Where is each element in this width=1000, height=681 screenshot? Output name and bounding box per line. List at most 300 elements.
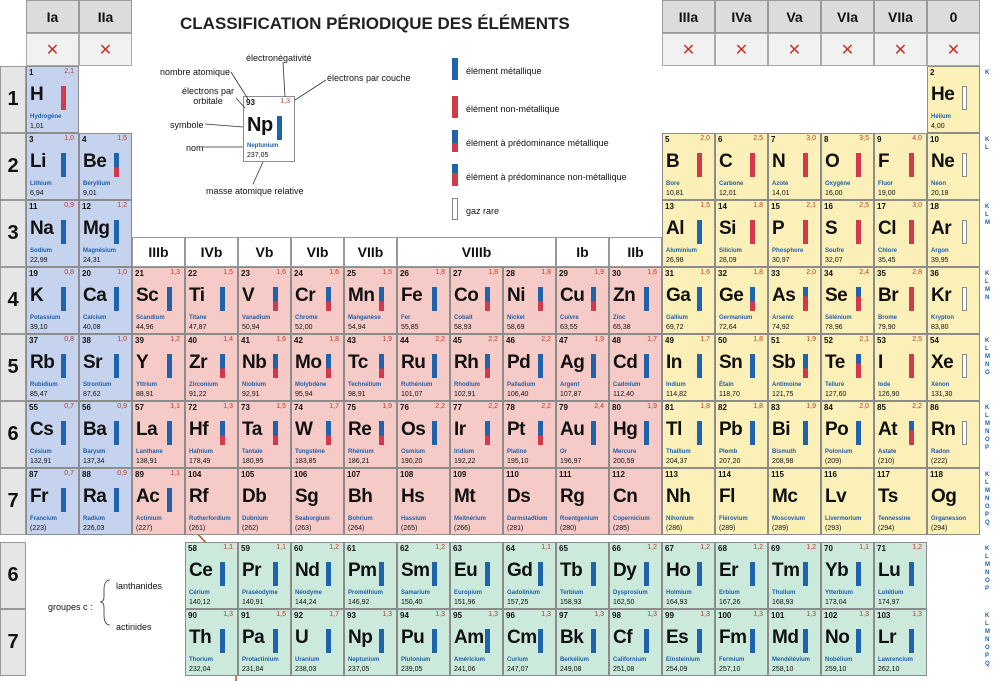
element-cell-rf[interactable] — [185, 468, 238, 535]
period-label: 7 — [0, 468, 26, 535]
element-symbol: N — [772, 151, 786, 172]
element-type-bar — [326, 354, 331, 378]
element-cell-fm[interactable] — [715, 609, 768, 676]
element-type-bar — [909, 354, 914, 378]
atomic-mass: 55,85 — [401, 324, 419, 331]
orbital-diagram: ✕ — [768, 33, 821, 66]
element-symbol: Tc — [348, 352, 368, 373]
element-cell-pu[interactable] — [397, 609, 450, 676]
element-type-bar — [591, 287, 596, 311]
element-cell-na[interactable] — [26, 200, 79, 267]
element-type-bar — [962, 488, 967, 512]
element-name: Lawrencium — [878, 657, 914, 663]
element-cell-ir[interactable] — [450, 401, 503, 468]
element-symbol: Hs — [401, 486, 425, 507]
element-cell-yb[interactable] — [821, 542, 874, 609]
element-cell-tb[interactable] — [556, 542, 609, 609]
element-name: Rubidium — [30, 382, 58, 388]
atomic-number: 117 — [877, 470, 890, 479]
shell-letters: K L M N O P Q — [985, 472, 990, 526]
electronegativity: 2,2 — [912, 403, 922, 410]
element-cell-gd[interactable] — [503, 542, 556, 609]
atomic-mass: 118,70 — [719, 391, 740, 398]
element-cell-tm[interactable] — [768, 542, 821, 609]
element-name: Rhodium — [454, 382, 480, 388]
atomic-number: 18 — [930, 202, 939, 211]
element-name: Dubnium — [242, 516, 268, 522]
atomic-number: 85 — [877, 403, 886, 412]
atomic-mass: 247,07 — [507, 666, 529, 673]
element-symbol: Ca — [83, 285, 107, 306]
element-cell-ar[interactable] — [927, 200, 980, 267]
element-cell-i[interactable] — [874, 334, 927, 401]
element-cell-as[interactable] — [768, 267, 821, 334]
electronegativity: 0,8 — [64, 336, 74, 343]
atomic-mass: 30,97 — [772, 257, 790, 264]
atomic-mass: 114,82 — [666, 391, 687, 398]
label-atomic-number: nombre atomique — [160, 67, 231, 77]
electronegativity: 1,0 — [117, 336, 127, 343]
element-cell-hg[interactable] — [609, 401, 662, 468]
atomic-number: 93 — [347, 611, 356, 620]
element-type-bar — [856, 287, 861, 311]
atomic-mass: 150,40 — [401, 599, 423, 606]
element-cell-ce[interactable] — [185, 542, 238, 609]
element-cell-zr[interactable] — [185, 334, 238, 401]
element-cell-sr[interactable] — [79, 334, 132, 401]
atomic-number: 100 — [718, 611, 732, 620]
atomic-mass: 186,21 — [348, 458, 370, 465]
element-cell-ca[interactable] — [79, 267, 132, 334]
shell-letters: K L M N O P — [985, 546, 990, 592]
shell-letters: K L M N O P — [985, 405, 990, 451]
element-name: Iode — [878, 382, 891, 388]
group-header: VIIb — [344, 237, 397, 267]
element-cell-ge[interactable] — [715, 267, 768, 334]
element-name: Radium — [83, 516, 106, 522]
electronegativity: 2,8 — [912, 269, 922, 276]
element-cell-h[interactable] — [26, 66, 79, 133]
element-cell-pr[interactable] — [238, 542, 291, 609]
element-cell-lr[interactable] — [874, 609, 927, 676]
element-symbol: Po — [825, 419, 849, 440]
element-cell-nb[interactable] — [238, 334, 291, 401]
atomic-mass: 121,75 — [772, 391, 794, 398]
element-symbol: Ne — [931, 151, 955, 172]
element-cell-fl[interactable] — [715, 468, 768, 535]
element-cell-lu[interactable] — [874, 542, 927, 609]
atomic-mass: 1,01 — [30, 123, 44, 130]
atomic-mass: (209) — [825, 458, 842, 465]
element-cell-eu[interactable] — [450, 542, 503, 609]
atomic-mass: 183,85 — [295, 458, 317, 465]
element-symbol: Al — [666, 218, 684, 239]
element-cell-mc[interactable] — [768, 468, 821, 535]
atomic-mass: 50,94 — [242, 324, 260, 331]
element-type-bar — [962, 220, 967, 244]
electronegativity: 1,3 — [223, 611, 233, 618]
atomic-mass: 164,93 — [666, 599, 688, 606]
element-type-bar — [750, 562, 755, 586]
element-symbol: Cf — [613, 627, 633, 648]
element-type-bar — [220, 354, 225, 378]
atomic-mass: 232,04 — [189, 666, 211, 673]
element-cell-ti[interactable] — [185, 267, 238, 334]
element-name: Magnésium — [83, 248, 117, 254]
electronegativity: 1,3 — [382, 611, 392, 618]
atomic-number: 71 — [877, 544, 886, 553]
element-symbol: Ge — [719, 285, 744, 306]
element-cell-xe[interactable] — [927, 334, 980, 401]
element-cell-ra[interactable] — [79, 468, 132, 535]
electronegativity: 1,3 — [912, 611, 922, 618]
element-cell-ne[interactable] — [927, 133, 980, 200]
element-cell-c[interactable] — [715, 133, 768, 200]
element-cell-se[interactable] — [821, 267, 874, 334]
element-cell-cr[interactable] — [291, 267, 344, 334]
element-cell-pa[interactable] — [238, 609, 291, 676]
element-cell-nd[interactable] — [291, 542, 344, 609]
element-cell-cm[interactable] — [503, 609, 556, 676]
atomic-number: 79 — [559, 403, 568, 412]
atomic-mass: 207,20 — [719, 458, 741, 465]
atomic-number: 41 — [241, 336, 250, 345]
element-name: Meitnérium — [454, 516, 487, 522]
atomic-mass: (222) — [931, 458, 948, 465]
atomic-number: 47 — [559, 336, 568, 345]
element-name: Gadolinium — [507, 590, 540, 596]
element-type-bar — [273, 354, 278, 378]
element-cell-at[interactable] — [874, 401, 927, 468]
element-type-bar — [220, 421, 225, 445]
element-name: Thallium — [666, 449, 691, 455]
element-cell-rn[interactable] — [927, 401, 980, 468]
element-symbol: Am — [454, 627, 484, 648]
element-cell-dy[interactable] — [609, 542, 662, 609]
electronegativity: 1,3 — [753, 611, 763, 618]
element-symbol: V — [242, 285, 255, 306]
element-cell-w[interactable] — [291, 401, 344, 468]
element-cell-s[interactable] — [821, 200, 874, 267]
element-cell-bk[interactable] — [556, 609, 609, 676]
element-cell-si[interactable] — [715, 200, 768, 267]
atomic-mass: 92,91 — [242, 391, 260, 398]
atomic-mass: 140,12 — [189, 599, 211, 606]
element-cell-al[interactable] — [662, 200, 715, 267]
element-type-bar — [750, 220, 755, 244]
element-cell-sm[interactable] — [397, 542, 450, 609]
element-cell-rh[interactable] — [450, 334, 503, 401]
electronegativity: 1,2 — [117, 202, 127, 209]
element-cell-p[interactable] — [768, 200, 821, 267]
element-type-bar — [697, 421, 702, 445]
element-type-bar — [803, 153, 808, 177]
element-cell-np[interactable] — [344, 609, 397, 676]
atomic-mass: 40,08 — [83, 324, 101, 331]
element-cell-ac[interactable] — [132, 468, 185, 535]
element-cell-he[interactable] — [927, 66, 980, 133]
element-type-bar — [962, 86, 967, 110]
element-symbol: Lu — [878, 560, 901, 581]
atomic-number: 1 — [29, 68, 34, 77]
element-cell-sb[interactable] — [768, 334, 821, 401]
element-cell-n[interactable] — [768, 133, 821, 200]
element-name: Or — [560, 449, 568, 455]
element-name: Scandium — [136, 315, 165, 321]
element-cell-la[interactable] — [132, 401, 185, 468]
element-cell-og[interactable] — [927, 468, 980, 535]
atomic-number: 31 — [665, 269, 674, 278]
element-type-bar — [697, 354, 702, 378]
period-label: 7 — [0, 609, 26, 676]
element-cell-mg[interactable] — [79, 200, 132, 267]
atomic-mass: 112,40 — [613, 391, 634, 398]
element-cell-no[interactable] — [821, 609, 874, 676]
atomic-mass: 28,09 — [719, 257, 737, 264]
electronegativity: 0,9 — [117, 403, 127, 410]
atomic-mass: 78,96 — [825, 324, 843, 331]
element-type-bar — [962, 153, 967, 177]
element-name: Baryum — [83, 449, 106, 455]
element-cell-cs[interactable] — [26, 401, 79, 468]
element-cell-nh[interactable] — [662, 468, 715, 535]
element-cell-y[interactable] — [132, 334, 185, 401]
electronegativity: 2,0 — [700, 135, 710, 142]
atomic-mass: 157,25 — [507, 599, 529, 606]
element-cell-pt[interactable] — [503, 401, 556, 468]
element-type-bar — [909, 421, 914, 445]
atomic-mass: (266) — [454, 525, 471, 532]
element-cell-mo[interactable] — [291, 334, 344, 401]
element-symbol: Xe — [931, 352, 954, 373]
element-cell-kr[interactable] — [927, 267, 980, 334]
electronegativity: 2,2 — [488, 403, 498, 410]
element-cell-th[interactable] — [185, 609, 238, 676]
atomic-number: 95 — [453, 611, 462, 620]
element-type-bar — [909, 220, 914, 244]
element-symbol: B — [666, 151, 680, 172]
element-cell-au[interactable] — [556, 401, 609, 468]
atomic-number: 40 — [188, 336, 197, 345]
element-cell-ru[interactable] — [397, 334, 450, 401]
element-type-bar — [432, 421, 437, 445]
element-type-bar — [697, 220, 702, 244]
element-cell-k[interactable] — [26, 267, 79, 334]
atomic-mass: 85,47 — [30, 391, 48, 398]
electronegativity: 1,8 — [753, 336, 763, 343]
element-cell-u[interactable] — [291, 609, 344, 676]
element-name: Américium — [454, 657, 486, 663]
element-type-bar — [803, 421, 808, 445]
element-symbol: Mt — [454, 486, 476, 507]
element-cell-po[interactable] — [821, 401, 874, 468]
element-cell-tl[interactable] — [662, 401, 715, 468]
element-cell-hs[interactable] — [397, 468, 450, 535]
element-cell-db[interactable] — [238, 468, 291, 535]
element-cell-cu[interactable] — [556, 267, 609, 334]
element-cell-sn[interactable] — [715, 334, 768, 401]
period-label: 4 — [0, 267, 26, 334]
element-name: Sodium — [30, 248, 52, 254]
element-type-bar — [856, 220, 861, 244]
element-cell-o[interactable] — [821, 133, 874, 200]
element-cell-te[interactable] — [821, 334, 874, 401]
element-name: Radon — [931, 449, 950, 455]
element-name: Thulium — [772, 590, 796, 596]
element-name: Étain — [719, 382, 734, 388]
element-cell-re[interactable] — [344, 401, 397, 468]
atomic-number: 102 — [824, 611, 838, 620]
element-cell-br[interactable] — [874, 267, 927, 334]
atomic-mass: 16,00 — [825, 190, 843, 197]
element-cell-tc[interactable] — [344, 334, 397, 401]
element-cell-be[interactable] — [79, 133, 132, 200]
element-cell-li[interactable] — [26, 133, 79, 200]
element-name: Erbium — [719, 590, 740, 596]
element-cell-pm[interactable] — [344, 542, 397, 609]
element-type-bar — [856, 562, 861, 586]
element-cell-er[interactable] — [715, 542, 768, 609]
atomic-mass: 262,10 — [878, 666, 900, 673]
element-cell-co[interactable] — [450, 267, 503, 334]
atomic-mass: 22,99 — [30, 257, 48, 264]
atomic-number: 53 — [877, 336, 886, 345]
element-cell-hf[interactable] — [185, 401, 238, 468]
element-cell-sg[interactable] — [291, 468, 344, 535]
element-cell-ho[interactable] — [662, 542, 715, 609]
element-cell-in[interactable] — [662, 334, 715, 401]
element-cell-ds[interactable] — [503, 468, 556, 535]
orbital-diagram: ✕ — [715, 33, 768, 66]
atomic-number: 118 — [930, 470, 943, 479]
element-cell-ni[interactable] — [503, 267, 556, 334]
element-type-bar — [167, 421, 172, 445]
element-cell-pd[interactable] — [503, 334, 556, 401]
element-cell-mt[interactable] — [450, 468, 503, 535]
atomic-mass: (264) — [348, 525, 365, 532]
element-name: Francium — [30, 516, 58, 522]
element-cell-ts[interactable] — [874, 468, 927, 535]
element-cell-cd[interactable] — [609, 334, 662, 401]
element-cell-fr[interactable] — [26, 468, 79, 535]
element-cell-es[interactable] — [662, 609, 715, 676]
element-type-bar — [167, 287, 172, 311]
element-type-bar — [61, 287, 66, 311]
element-name: Cuivre — [560, 315, 579, 321]
element-symbol: Bi — [772, 419, 790, 440]
legend-swatch-nonmetal — [452, 96, 458, 118]
atomic-mass: 35,45 — [878, 257, 896, 264]
element-symbol: O — [825, 151, 840, 172]
element-name: Astate — [878, 449, 897, 455]
element-type-bar — [61, 354, 66, 378]
electronegativity: 1,9 — [647, 403, 657, 410]
element-name: Prométhium — [348, 590, 384, 596]
element-cell-mn[interactable] — [344, 267, 397, 334]
atomic-number: 51 — [771, 336, 780, 345]
atomic-mass: 32,07 — [825, 257, 843, 264]
element-cell-sc[interactable] — [132, 267, 185, 334]
element-name: Curium — [507, 657, 528, 663]
element-cell-am[interactable] — [450, 609, 503, 676]
element-cell-ba[interactable] — [79, 401, 132, 468]
atomic-number: 90 — [188, 611, 197, 620]
element-cell-fe[interactable] — [397, 267, 450, 334]
element-cell-os[interactable] — [397, 401, 450, 468]
group-header: VIb — [291, 237, 344, 267]
element-cell-md[interactable] — [768, 609, 821, 676]
atomic-number: 89 — [135, 470, 144, 479]
sample-number: 93 — [246, 98, 255, 107]
electronegativity: 1,3 — [170, 269, 180, 276]
element-cell-zn[interactable] — [609, 267, 662, 334]
element-cell-pb[interactable] — [715, 401, 768, 468]
atomic-number: 32 — [718, 269, 727, 278]
element-name: Plomb — [719, 449, 738, 455]
atomic-number: 17 — [877, 202, 886, 211]
atomic-mass: 47,87 — [189, 324, 207, 331]
electronegativity: 0,9 — [64, 202, 74, 209]
element-cell-ga[interactable] — [662, 267, 715, 334]
atomic-number: 61 — [347, 544, 356, 553]
atomic-number: 6 — [718, 135, 723, 144]
element-symbol: Ar — [931, 218, 952, 239]
element-cell-f[interactable] — [874, 133, 927, 200]
atomic-number: 43 — [347, 336, 356, 345]
element-cell-ta[interactable] — [238, 401, 291, 468]
element-cell-lv[interactable] — [821, 468, 874, 535]
element-cell-ag[interactable] — [556, 334, 609, 401]
atomic-mass: 107,87 — [560, 391, 582, 398]
electronegativity: 2,5 — [859, 202, 869, 209]
element-cell-cn[interactable] — [609, 468, 662, 535]
electronegativity: 3,5 — [859, 135, 869, 142]
atomic-mass: 6,94 — [30, 190, 44, 197]
element-symbol: I — [878, 352, 883, 373]
element-cell-bi[interactable] — [768, 401, 821, 468]
orbital-diagram: ✕ — [26, 33, 79, 66]
element-type-bar — [114, 421, 119, 445]
atomic-mass: 74,92 — [772, 324, 790, 331]
atomic-mass: (289) — [719, 525, 736, 532]
element-cell-cf[interactable] — [609, 609, 662, 676]
element-symbol: Ti — [189, 285, 205, 306]
element-symbol: Cl — [878, 218, 896, 239]
atomic-mass: 91,22 — [189, 391, 207, 398]
element-cell-bh[interactable] — [344, 468, 397, 535]
element-cell-v[interactable] — [238, 267, 291, 334]
element-type-bar — [485, 287, 490, 311]
electronegativity: 0,8 — [64, 269, 74, 276]
electronegativity: 2,4 — [594, 403, 604, 410]
atomic-number: 25 — [347, 269, 356, 278]
element-symbol: Fr — [30, 486, 48, 507]
element-symbol: Dy — [613, 560, 637, 581]
atomic-number: 66 — [612, 544, 621, 553]
element-type-bar — [326, 287, 331, 311]
element-cell-rb[interactable] — [26, 334, 79, 401]
element-cell-cl[interactable] — [874, 200, 927, 267]
element-type-bar — [644, 287, 649, 311]
element-name: Iridium — [454, 449, 475, 455]
atomic-number: 107 — [347, 470, 361, 479]
element-name: Californium — [613, 657, 647, 663]
element-cell-b[interactable] — [662, 133, 715, 200]
element-cell-rg[interactable] — [556, 468, 609, 535]
atomic-number: 84 — [824, 403, 833, 412]
atomic-mass: (286) — [666, 525, 683, 532]
electronegativity: 1,5 — [382, 269, 392, 276]
